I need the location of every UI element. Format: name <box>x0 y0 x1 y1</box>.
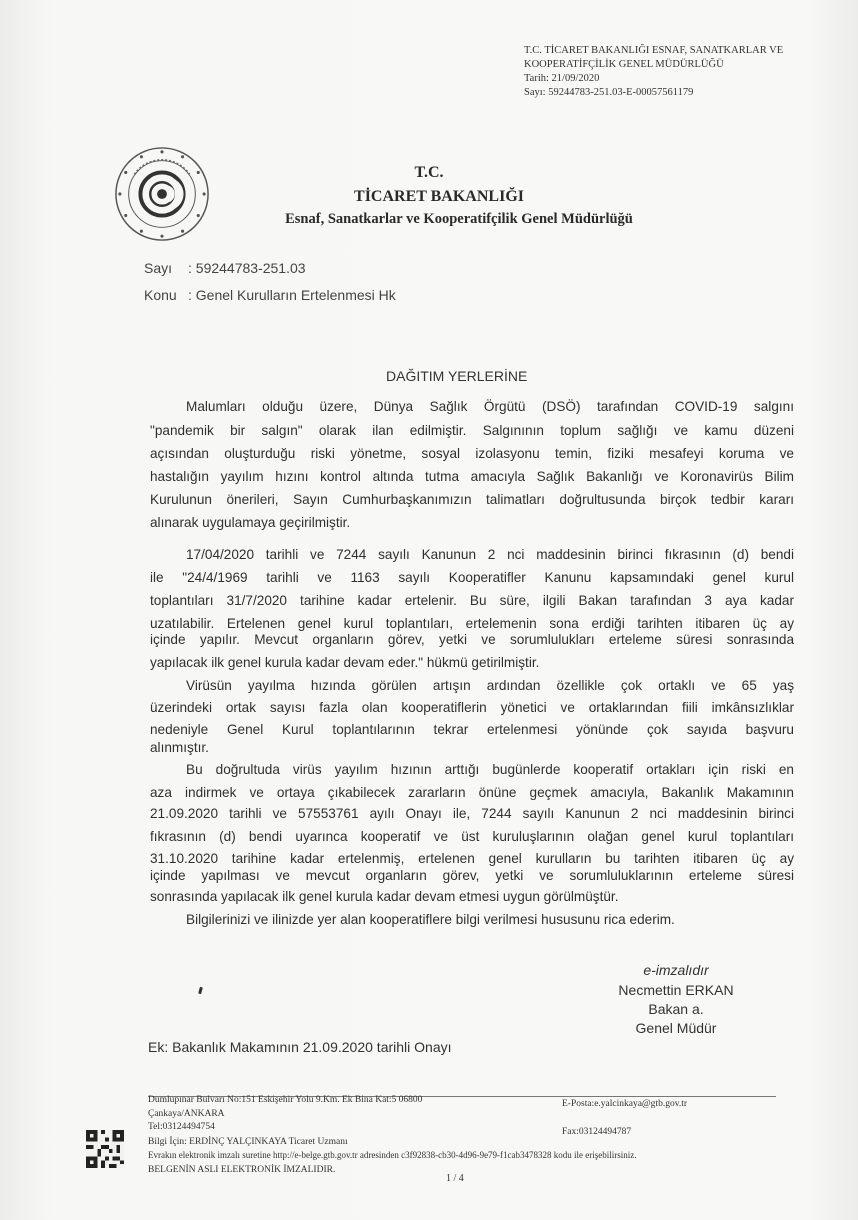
stamp-line-1: T.C. TİCARET BAKANLIĞI ESNAF, SANATKARLAR VE <box>524 45 784 56</box>
body-line: uzatılabilir. Ertelenen genel kurul toplantıları, ertelemenin sona erdiği tarihten itibaren üç ay <box>150 616 794 631</box>
page-number: 1 / 4 <box>446 1173 464 1184</box>
sayi-value: : 59244783-251.03 <box>188 260 306 276</box>
attachment-note: Ek: Bakanlık Makamının 21.09.2020 tarihli Onayı <box>148 1039 452 1055</box>
footer-fax: Fax:03124494787 <box>562 1127 632 1137</box>
footer-address-line-2: Çankaya/ANKARA <box>148 1109 225 1119</box>
body-line: Kurulunun önerileri, Sayın Cumhurbaşkanımızın talimatları doğrultusunda birçok tedbir kararı <box>150 492 794 507</box>
header-ministry: TİCARET BAKANLIĞI <box>354 188 524 205</box>
footer-certified: BELGENİN ASLI ELEKTRONİK İMZALIDIR. <box>148 1165 336 1175</box>
body-line: yapılacak ilk genel kurula kadar devam eder." hükmü getirilmiştir. <box>150 655 540 670</box>
header-tc: T.C. <box>414 164 444 181</box>
stamp-date: Tarih: 21/09/2020 <box>524 73 600 84</box>
ink-mark <box>198 987 203 995</box>
body-line: hastalığın yayılım hızını kontrol altında tutma amacıyla Sağlık Bakanlığı ve Koronavirüs Bilim <box>150 469 794 484</box>
body-line: alınarak uygulamaya geçirilmiştir. <box>150 515 351 530</box>
body-line: ile "24/4/1969 tarihli ve 1163 sayılı Kooperatifler Kanunu kapsamındaki genel kurul <box>150 570 794 585</box>
e-signed-note: e-imzalıdır <box>643 962 709 978</box>
footer-tel: Tel:03124494754 <box>148 1122 215 1132</box>
stamp-number: Sayı: 59244783-251.03-E-00057561179 <box>524 87 694 98</box>
distribution-heading: DAĞITIM YERLERİNE <box>386 368 528 384</box>
body-line: aza indirmek ve ortaya çıkabilecek zararların önüne geçmek amacıyla, Bakanlık Makamının <box>150 785 794 800</box>
body-line: sonrasında yapılacak ilk genel kurula kadar devam etmesi uygun görülmüştür. <box>150 889 619 904</box>
body-line: nedeniyle Genel Kurul toplantılarının tekrar ertelenmesi yönünde çok sayıda başvuru <box>150 722 794 737</box>
header-directorate: Esnaf, Sanatkarlar ve Kooperatifçilik Genel Müdürlüğü <box>285 211 633 227</box>
signatory-title-2: Genel Müdür <box>635 1020 717 1036</box>
sayi-label: Sayı <box>144 260 173 276</box>
konu-label: Konu <box>144 287 177 303</box>
body-line: içinde yapılması ve mevcut organların görev, yetki ve sorumluluklarının erteleme süresi <box>150 868 794 883</box>
signatory-name: Necmettin ERKAN <box>618 982 734 998</box>
footer-contact: Bilgi İçin: ERDİNÇ YALÇINKAYA Ticaret Uzmanı <box>148 1137 348 1147</box>
signatory-title-1: Bakan a. <box>648 1001 704 1017</box>
body-line: içinde yapılır. Mevcut organların görev, yetki ve sorumlulukları erteleme süresi sonrasında <box>150 632 794 647</box>
body-line: toplantıları 31/7/2020 tarihine kadar ertelenir. Bu süre, ilgili Bakan tarafından 3 aya kadar <box>150 593 794 608</box>
body-line: 31.10.2020 tarihine kadar ertelenmiş, ertelenen genel kurulların bu tarihten itibaren üç ay <box>150 851 794 866</box>
body-line: Virüsün yayılma hızında görülen artışın ardından özellikle çok ortaklı ve 65 yaş <box>186 678 794 693</box>
body-line: Bilgilerinizi ve ilinizde yer alan kooperatiflere bilgi verilmesi hususunu rica ederim. <box>186 912 675 927</box>
footer-address-line-1: Dumlupınar Bulvarı No:151 Eskişehir Yolu 9.Km. Ek Bina Kat:5 06800 <box>148 1095 423 1105</box>
footer-email: E-Posta:e.yalcinkaya@gtb.gov.tr <box>562 1099 688 1109</box>
stamp-line-2: KOOPERATİFÇİLİK GENEL MÜDÜRLÜĞÜ <box>524 59 724 70</box>
body-line: fıkrasının (d) bendi uyarınca kooperatif ve üst kuruluşlarının olağan genel kurul toplantıları <box>150 829 794 844</box>
body-line: 17/04/2020 tarihli ve 7244 sayılı Kanunun 2 nci maddesinin birinci fıkrasının (d) bendi <box>186 547 794 562</box>
body-line: açısından oluşturduğu riski yönetme, sosyal izolasyonu temin, fiziki mesafeyi koruma ve <box>150 446 794 461</box>
body-line: üzerindeki ortak sayısı fazla olan kooperatiflerin yönetici ve ortaklarından fiili imkânsızlıklar <box>150 700 794 715</box>
konu-value: : Genel Kurulların Ertelenmesi Hk <box>188 287 396 303</box>
document-stamp <box>524 44 783 100</box>
body-line: alınmıştır. <box>150 740 209 755</box>
qr-code-icon <box>86 1130 124 1168</box>
footer-verify-text: Evrakın elektronik imzalı suretine http://e-belge.gtb.gov.tr adresinden c3f92838-cb30-4d96-9e79-f1cab3478328 kodu ile erişebilirsiniz. <box>148 1150 637 1160</box>
body-line: "pandemik bir salgın" olarak ilan edilmiştir. Salgınının toplum sağlığı ve kamu düzeni <box>150 423 794 438</box>
body-line: 21.09.2020 tarihli ve 57553761 ayılı Onayı ile, 7244 sayılı Kanunun 2 nci maddesinin birinci <box>150 806 794 821</box>
body-line: Bu doğrultuda virüs yayılım hızının arttığı bugünlerde kooperatif ortakları için riski en <box>186 762 794 777</box>
body-line: Malumları olduğu üzere, Dünya Sağlık Örgütü (DSÖ) tarafından COVID-19 salgını <box>186 399 794 414</box>
